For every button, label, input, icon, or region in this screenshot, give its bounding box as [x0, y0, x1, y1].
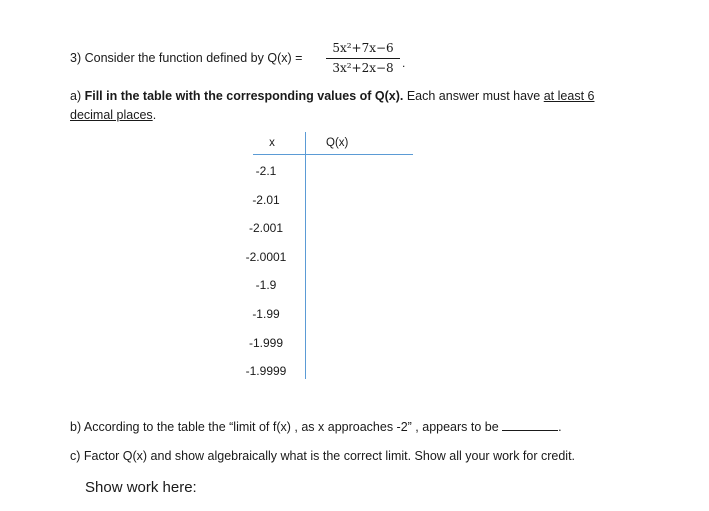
table-cell-x: -1.9999 — [245, 364, 287, 378]
part-b-answer-blank[interactable] — [502, 420, 558, 431]
part-b-text: b) According to the table the “limit of f(x) , as x approaches -2” , appears to be — [70, 420, 503, 434]
part-a-instructions — [70, 87, 630, 125]
fraction-numerator: 5x²+7x−6 — [332, 41, 394, 55]
function-fraction — [326, 40, 400, 77]
part-a-label: a) — [70, 89, 85, 103]
question-3-prompt — [70, 51, 302, 65]
table-cell-x: -1.99 — [252, 307, 280, 321]
table-cell-x: -1.999 — [248, 336, 284, 350]
table-header-divider — [253, 154, 413, 155]
part-a-underlined-1: at least 6 — [543, 89, 595, 103]
table-header-x: x — [269, 137, 275, 149]
part-b-end: . — [558, 420, 562, 434]
part-b-question — [70, 420, 562, 434]
table-cell-x: -1.9 — [255, 278, 277, 292]
question-prefix: 3) Consider the function defined by Q(x) = — [70, 51, 303, 65]
part-a-end: . — [152, 108, 157, 122]
part-a-underlined-2: decimal places — [70, 108, 153, 122]
show-work-label: Show work here: — [85, 479, 197, 496]
fraction-bar — [326, 58, 400, 59]
table-cell-x: -2.0001 — [245, 250, 287, 264]
table-column-divider — [305, 132, 306, 379]
table-header-qx: Q(x) — [326, 137, 349, 149]
part-a-bold-text: Fill in the table with the corresponding values of Q(x). — [84, 89, 404, 103]
table-cell-x: -2.01 — [252, 193, 280, 207]
fraction-denominator: 3x²+2x−8 — [332, 61, 394, 75]
part-c-question: c) Factor Q(x) and show algebraically what is the correct limit. Show all your work for credit. — [70, 449, 576, 463]
part-a-text: Each answer must have — [403, 89, 544, 103]
question-period: . — [402, 56, 406, 70]
table-cell-x: -2.001 — [248, 221, 284, 235]
table-cell-x: -2.1 — [255, 164, 277, 178]
